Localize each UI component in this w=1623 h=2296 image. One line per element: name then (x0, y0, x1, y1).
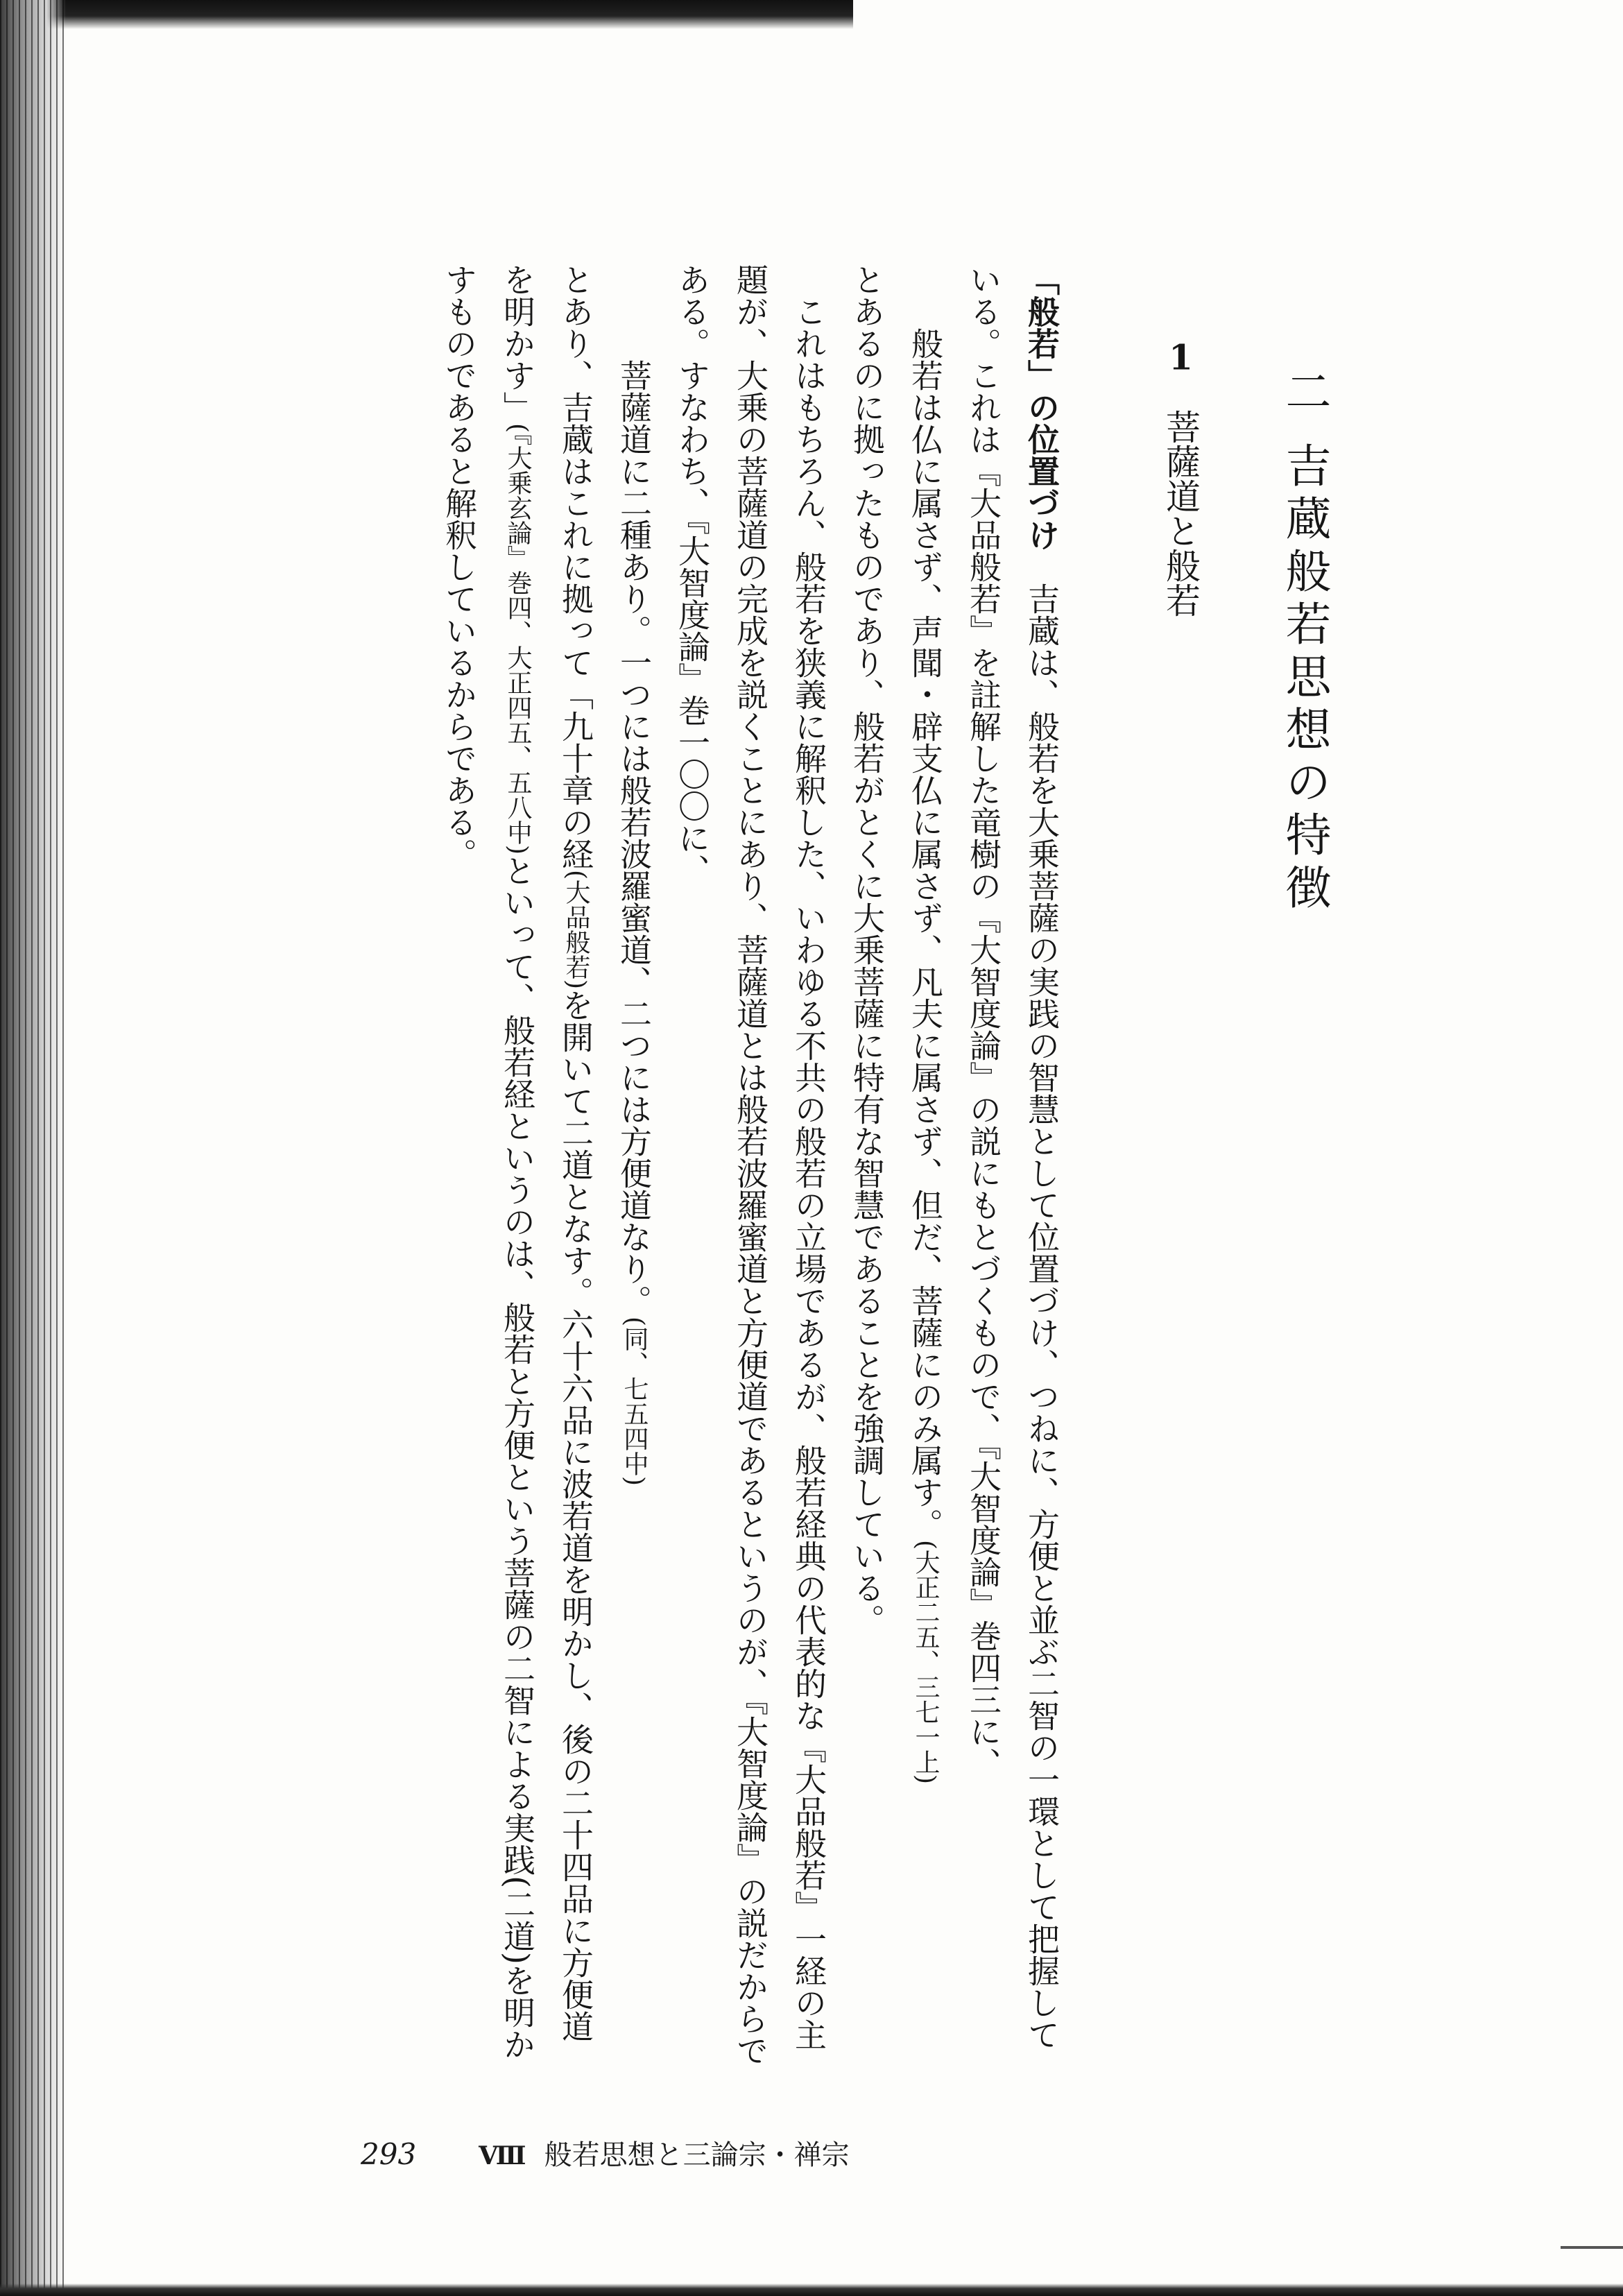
book-spine-edge (0, 0, 66, 2296)
block-quote (896, 264, 954, 2067)
scan-shadow-bottom (0, 2284, 1623, 2296)
chapter-title: 二 吉蔵般若思想の特徴 (1278, 368, 1331, 916)
paragraph-text: とあり、吉蔵はこれに拠って「九十章の経 (557, 264, 594, 870)
paragraph-text: とあるのに拠ったものであり、般若がとくに大乗菩薩に特有な智慧であることを強調している。 (848, 264, 886, 1636)
page-number: 293 (361, 2137, 417, 2171)
paragraph-text: を開いて二道となす。六十六品に波若道を明かし、後の二十四品に方便道を明かす」 (499, 264, 594, 2043)
citation: (『大乗玄論』巻四、大正四五、五八中) (504, 423, 532, 855)
inline-note: (大品般若) (562, 870, 590, 990)
page-footer (361, 2133, 850, 2175)
paragraph (838, 264, 896, 2067)
running-title: 般若思想と三論宗・禅宗 (544, 2139, 850, 2171)
quote-text: 般若は仏に属さず、声聞・辟支仏に属さず、凡夫に属さず、但だ、菩薩にのみ属す。 (907, 327, 944, 1540)
paragraph-text: 吉蔵は、般若を大乗菩薩の実践の智慧として位置づけ、つねに、方便と並ぶ二智の一環として把握している。これは『大品般若』を註解した竜樹の『大智度論』の説にもとづくもので、『大智度論』巻四三に、 (965, 264, 1060, 2050)
paragraph (430, 264, 605, 2067)
scan-shadow-top (0, 0, 853, 29)
run-in-heading: 「般若」の位置づけ (1023, 264, 1060, 551)
chapter-number: Ⅷ (479, 2141, 526, 2170)
paragraph-text: これはもちろん、般若を狭義に解釈した、いわゆる不共の般若の立場であるが、般若経典の代表的な『大品般若』一経の主題が、大乗の菩薩道の完成を説くことにあり、菩薩道とは般若波羅蜜道と方便道であるというのが、『大智度論』の説だからである。すなわち、『大智度論』巻一〇〇に、 (673, 264, 827, 2066)
block-quote (605, 264, 663, 2067)
vertical-text-body (264, 264, 1346, 2067)
paragraph (663, 264, 838, 2067)
scan-mark (1561, 2246, 1623, 2249)
section-heading (1147, 340, 1214, 2067)
section-title: 菩薩道と般若 (1160, 409, 1201, 617)
citation: (大正二五、三七一上) (911, 1540, 940, 1785)
citation: (同、七五四中) (620, 1317, 649, 1487)
paragraph-text: といって、般若経というのは、般若と方便という菩薩の二智による実践(二道)を明かすものであると解釈しているからである。 (440, 264, 536, 2060)
quote-text: 菩薩道に二種あり。一つには般若波羅蜜道、二つには方便道なり。 (615, 359, 653, 1317)
paragraph (954, 264, 1071, 2067)
section-number: 1 (1169, 340, 1193, 375)
